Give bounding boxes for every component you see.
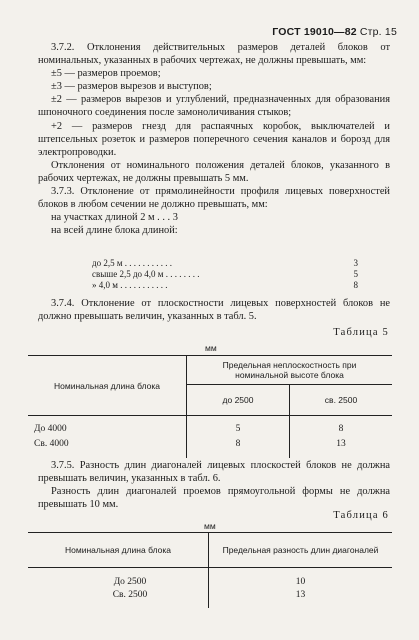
table-row bbox=[28, 436, 392, 458]
length-label: свыше 2,5 до 4,0 м . . . . . . . . bbox=[92, 269, 200, 280]
section-3-7-5 bbox=[38, 459, 390, 511]
full-length-line: на всей длине блока длиной: bbox=[51, 225, 178, 237]
table6-header-diagonal: Предельная разность длин диагоналей bbox=[209, 533, 393, 568]
table6-cell-length: До 2500 bbox=[113, 577, 147, 587]
table-6 bbox=[28, 532, 392, 608]
length-2m-line: на участках длиной 2 м . . . 3 bbox=[51, 212, 178, 224]
gost-number: ГОСТ 19010—82 bbox=[272, 26, 357, 38]
table6-header-length: Номинальная длина блока bbox=[28, 533, 209, 568]
table5-cell-b: 13 bbox=[290, 436, 393, 458]
section-3-7-2 bbox=[38, 41, 390, 237]
table6-units: мм bbox=[204, 521, 216, 531]
paragraph-3-7-4: 3.7.4. Отклонение от плоскостности лицевых поверхностей блоков не должно превышать величин, указанных в табл. 5. bbox=[38, 298, 390, 323]
table6-cell-length: Св. 2500 bbox=[112, 590, 148, 600]
length-list bbox=[92, 258, 358, 292]
table5-header-sub1: до 2500 bbox=[187, 385, 290, 416]
table5-cell-b: 8 bbox=[290, 416, 393, 437]
paragraph-3-7-2: 3.7.2. Отклонения действительных размеров деталей блоков от номинальных, указанных в рабочих чертежах, не должны превышать, мм: bbox=[38, 42, 390, 67]
section-3-7-4 bbox=[38, 297, 390, 323]
table5-header-sub2: св. 2500 bbox=[290, 385, 393, 416]
paragraph-3-7-3: 3.7.3. Отклонение от прямолинейности профиля лицевых поверхностей блоков в любом сечении не должно превышать, мм: bbox=[38, 186, 390, 211]
table6-cell-value: 10 bbox=[209, 568, 393, 589]
table-5 bbox=[28, 355, 392, 458]
length-label: до 2,5 м . . . . . . . . . . . bbox=[92, 258, 173, 268]
length-value: 5 bbox=[353, 269, 358, 280]
tolerance-item: ±2 — размеров вырезов и углублений, предназначенных для образования шпоночного соединения после замоноличивания стыков; bbox=[38, 94, 390, 119]
tolerance-item: ±3 — размеров вырезов и выступов; bbox=[51, 81, 212, 93]
length-value: 3 bbox=[353, 258, 358, 268]
table-row bbox=[28, 588, 392, 608]
length-value: 8 bbox=[353, 280, 358, 291]
length-row bbox=[92, 269, 358, 280]
page-header bbox=[272, 26, 397, 38]
table5-cell-a: 8 bbox=[187, 436, 290, 458]
table5-header-group: Предельная неплоскостность при номинальной высоте блока bbox=[187, 356, 393, 385]
paragraph-3-7-5: 3.7.5. Разность длин диагоналей лицевых плоскостей блоков не должна превышать величин, указанных в табл. 6. bbox=[38, 460, 390, 485]
length-label: » 4,0 м . . . . . . . . . . . bbox=[92, 280, 168, 291]
length-row bbox=[92, 280, 358, 291]
table5-header-length: Номинальная длина блока bbox=[28, 356, 187, 416]
table5-cell-a: 5 bbox=[187, 416, 290, 437]
table5-cell-length: Св. 4000 bbox=[34, 439, 69, 449]
tolerance-item: ±5 — размеров проемов; bbox=[51, 68, 161, 80]
table6-caption: Таблица 6 bbox=[333, 510, 389, 521]
page-number: Стр. 15 bbox=[359, 26, 397, 38]
table-row bbox=[28, 416, 392, 437]
tolerance-item: +2 — размеров гнезд для распаячных коробок, выключателей и штепсельных розеток и размеров поперечного сечения каналов и борозд для электропроводки. bbox=[38, 120, 390, 158]
length-row bbox=[92, 258, 358, 269]
table5-cell-length: До 4000 bbox=[34, 424, 67, 434]
table-row bbox=[28, 568, 392, 589]
table5-caption: Таблица 5 bbox=[333, 327, 389, 338]
table6-cell-value: 13 bbox=[209, 588, 393, 608]
paragraph-position: Отклонения от номинального положения деталей блоков, указанного в рабочих чертежах, не должны превышать 5 мм. bbox=[38, 159, 390, 184]
paragraph-diagonal: Разность длин диагоналей проемов прямоугольной формы не должна превышать 10 мм. bbox=[38, 486, 390, 511]
table5-units: мм bbox=[205, 343, 217, 353]
